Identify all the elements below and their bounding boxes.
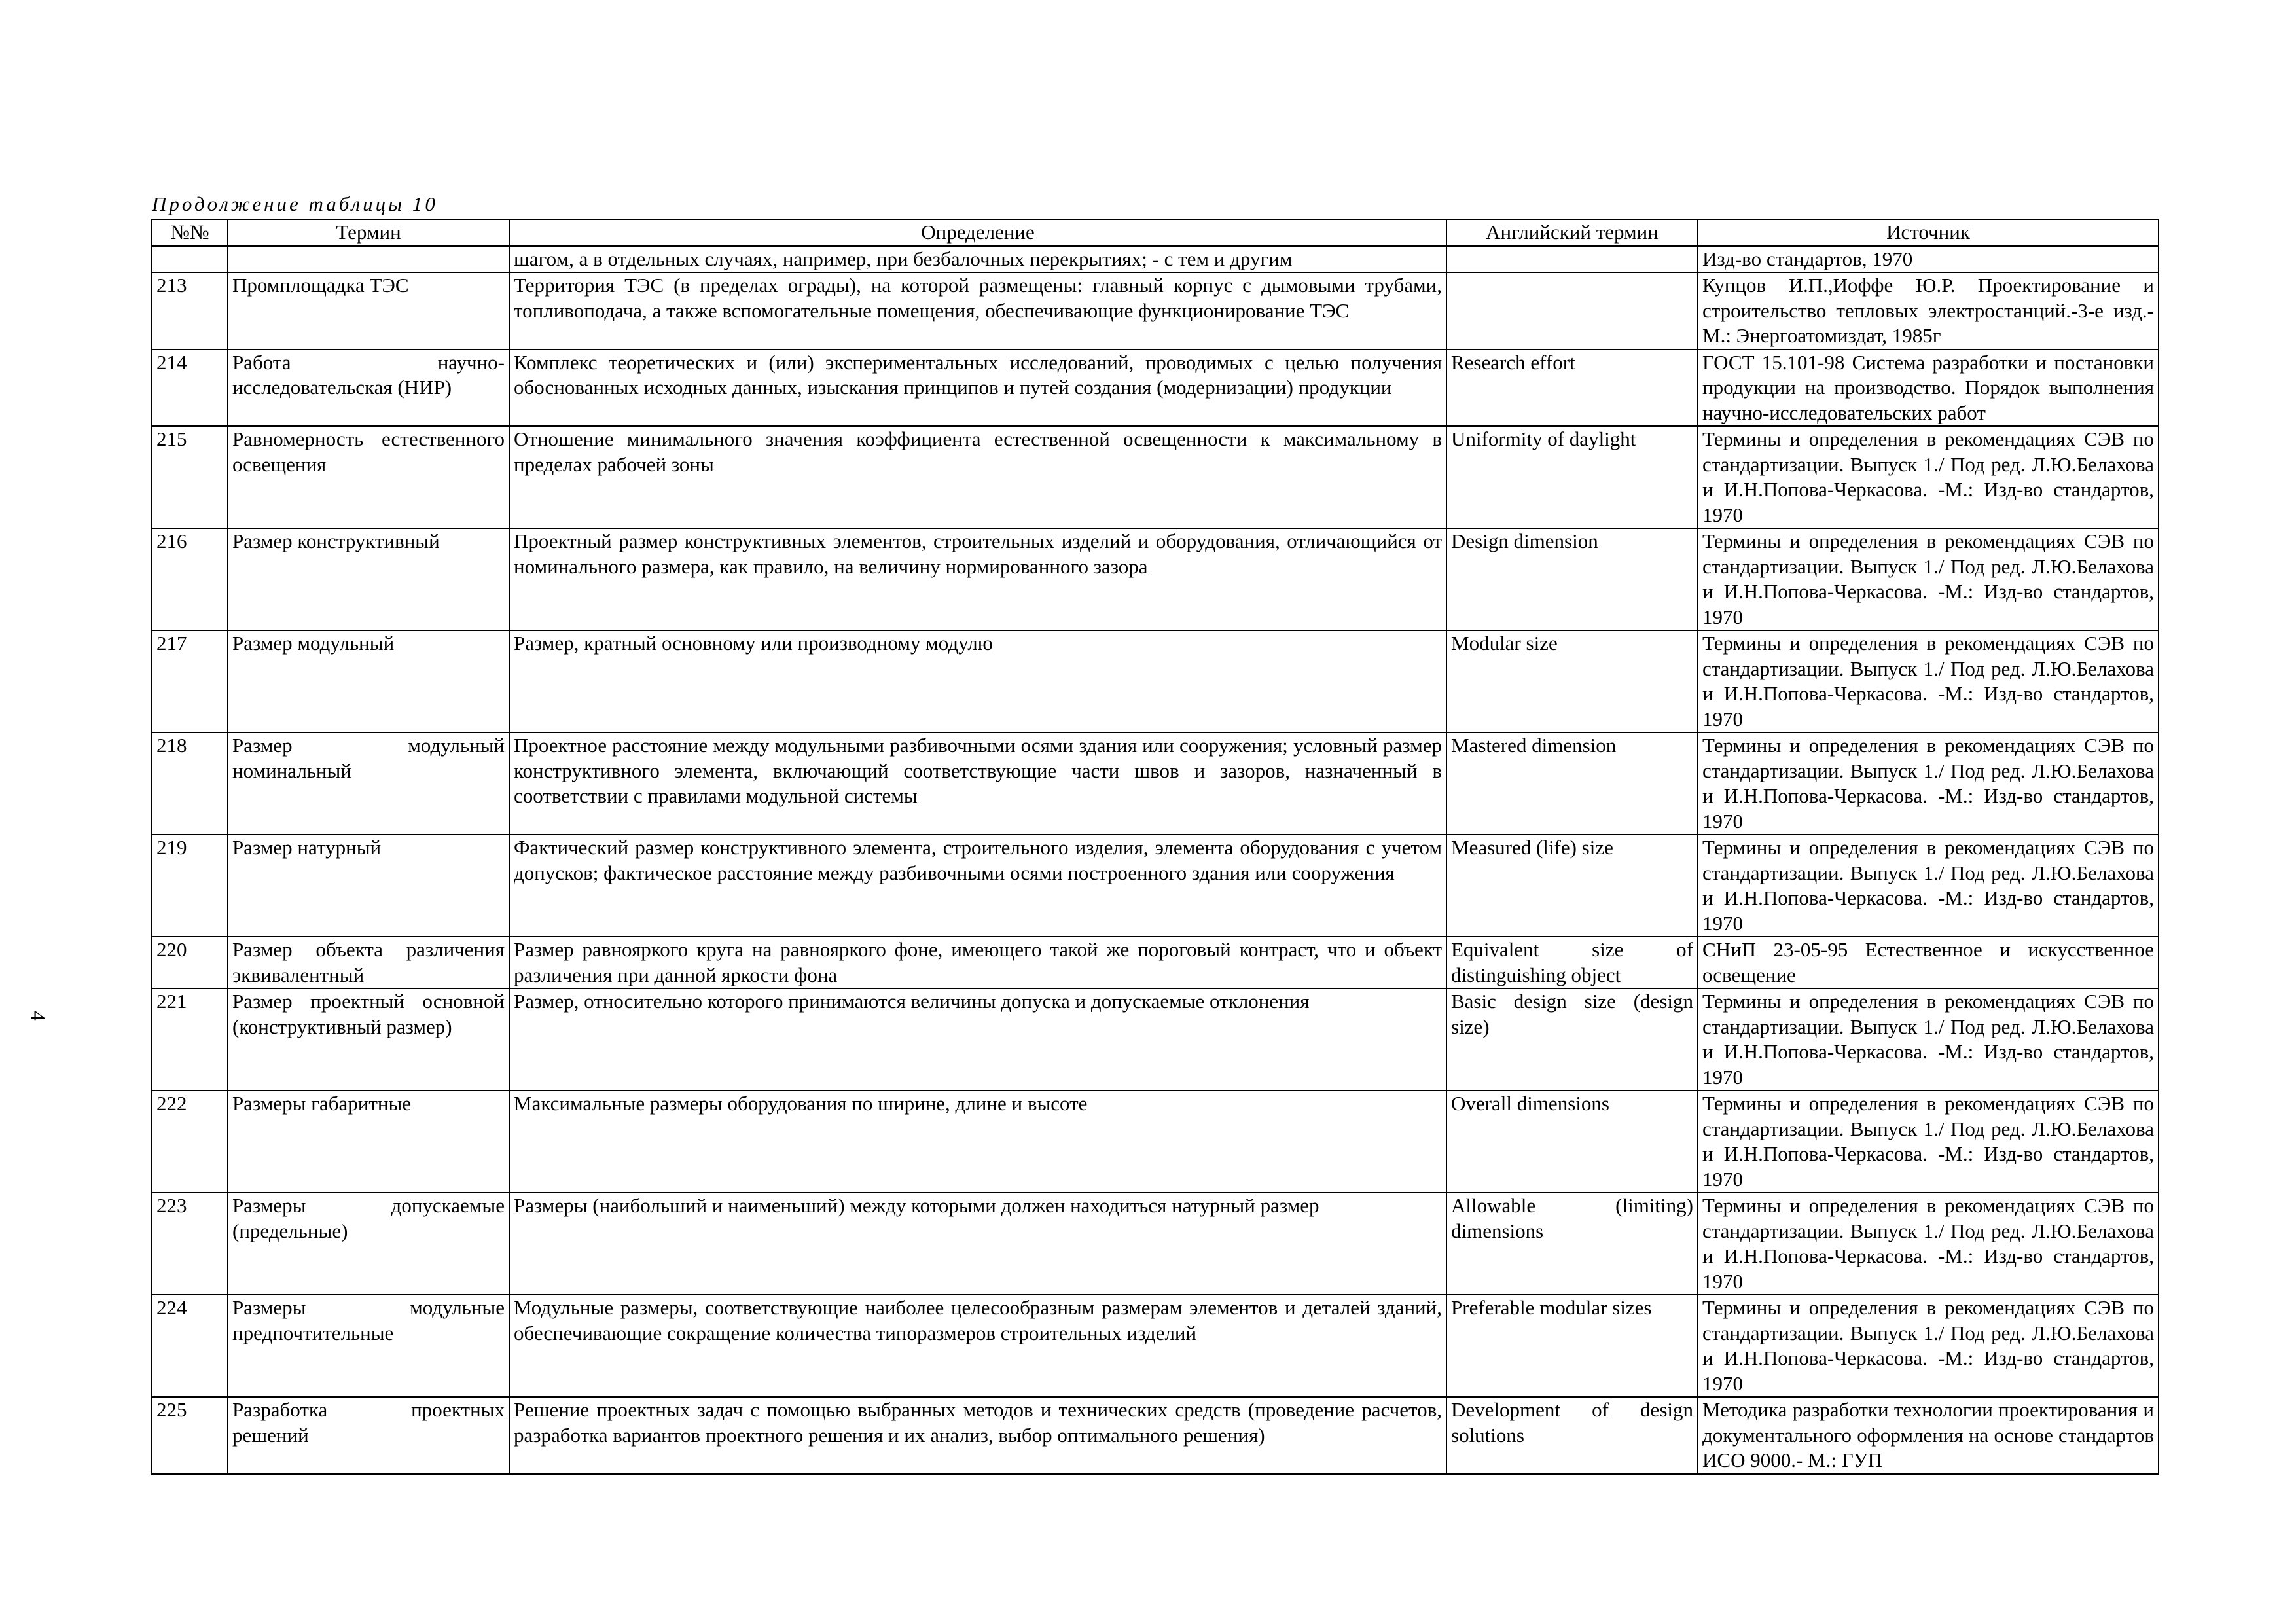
cell-definition: Территория ТЭС (в пределах ограды), на которой размещены: главный корпус с дымовыми трубами, топливоподача, а также вспомогательные помещения, обеспечивающие функционирование ТЭС (509, 272, 1446, 350)
table-row-215 (152, 426, 2159, 528)
cell-definition: Модульные размеры, соответствующие наиболее целесообразным размерам элементов и деталей зданий, обеспечивающие сокращение количества типоразмеров строительных изделий (509, 1295, 1446, 1397)
cell-english-term (1446, 246, 1698, 273)
cell-english-term: Design dimension (1446, 528, 1698, 630)
cell-source: Термины и определения в рекомендациях СЭВ по стандартизации. Выпуск 1./ Под ред. Л.Ю.Белахова и И.Н.Попова-Черкасова. -М.: Изд-во стандартов, 1970 (1698, 1091, 2159, 1193)
cell-definition: Максимальные размеры оборудования по ширине, длине и высоте (509, 1091, 1446, 1193)
table-row-222 (152, 1091, 2159, 1193)
cell-english-term (1446, 272, 1698, 350)
cell-english-term: Research effort (1446, 350, 1698, 427)
cell-number: 218 (152, 732, 228, 835)
cell-definition: Фактический размер конструктивного элемента, строительного изделия, элемента оборудования с учетом допусков; фактическое расстояние между разбивочными осями построенного здания или сооружения (509, 835, 1446, 937)
cell-term (228, 246, 509, 273)
table-row-217 (152, 630, 2159, 732)
table-row-219 (152, 835, 2159, 937)
cell-term: Промплощадка ТЭС (228, 272, 509, 350)
cell-english-term: Overall dimensions (1446, 1091, 1698, 1193)
column-header-term: Термин (228, 219, 509, 246)
cell-number: 224 (152, 1295, 228, 1397)
cell-term: Разработка проектных решений (228, 1397, 509, 1474)
table-row-225 (152, 1397, 2159, 1474)
table-row-214 (152, 350, 2159, 427)
cell-term: Размер натурный (228, 835, 509, 937)
cell-definition: Проектный размер конструктивных элементов, строительных изделий и оборудования, отличающийся от номинального размера, как правило, на величину нормированного зазора (509, 528, 1446, 630)
cell-english-term: Measured (life) size (1446, 835, 1698, 937)
column-header-source: Источник (1698, 219, 2159, 246)
cell-number: 216 (152, 528, 228, 630)
cell-source: Термины и определения в рекомендациях СЭВ по стандартизации. Выпуск 1./ Под ред. Л.Ю.Белахова и И.Н.Попова-Черкасова. -М.: Изд-во стандартов, 1970 (1698, 835, 2159, 937)
table-row-218 (152, 732, 2159, 835)
column-header-definition: Определение (509, 219, 1446, 246)
cell-term: Равномерность естественного освещения (228, 426, 509, 528)
cell-english-term: Allowable (limiting) dimensions (1446, 1193, 1698, 1295)
cell-definition: Размер, кратный основному или производному модулю (509, 630, 1446, 732)
cell-source: СНиП 23-05-95 Естественное и искусственное освещение (1698, 937, 2159, 988)
table-body (152, 246, 2159, 1474)
cell-term: Размеры модульные предпочтительные (228, 1295, 509, 1397)
cell-source: ГОСТ 15.101-98 Система разработки и постановки продукции на производство. Порядок выполнения научно-исследовательских работ (1698, 350, 2159, 427)
cell-number: 225 (152, 1397, 228, 1474)
cell-term: Размер конструктивный (228, 528, 509, 630)
cell-number: 221 (152, 988, 228, 1091)
cell-number: 217 (152, 630, 228, 732)
cell-number: 220 (152, 937, 228, 988)
cell-source: Термины и определения в рекомендациях СЭВ по стандартизации. Выпуск 1./ Под ред. Л.Ю.Белахова и И.Н.Попова-Черкасова. -М.: Изд-во стандартов, 1970 (1698, 528, 2159, 630)
cell-source: Методика разработки технологии проектирования и документального оформления на основе стандартов ИСО 9000.- М.: ГУП (1698, 1397, 2159, 1474)
cell-source: Купцов И.П.,Иоффе Ю.Р. Проектирование и строительство тепловых электростанций.-3-е изд.-М.: Энергоатомиздат, 1985г (1698, 272, 2159, 350)
cell-number (152, 246, 228, 273)
cell-number: 213 (152, 272, 228, 350)
cell-number: 214 (152, 350, 228, 427)
cell-english-term: Modular size (1446, 630, 1698, 732)
cell-number: 219 (152, 835, 228, 937)
cell-source: Термины и определения в рекомендациях СЭВ по стандартизации. Выпуск 1./ Под ред. Л.Ю.Белахова и И.Н.Попова-Черкасова. -М.: Изд-во стандартов, 1970 (1698, 1193, 2159, 1295)
page-number: 4 (27, 1011, 50, 1021)
terms-table (151, 219, 2159, 1475)
cell-source: Термины и определения в рекомендациях СЭВ по стандартизации. Выпуск 1./ Под ред. Л.Ю.Белахова и И.Н.Попова-Черкасова. -М.: Изд-во стандартов, 1970 (1698, 988, 2159, 1091)
cell-english-term: Uniformity of daylight (1446, 426, 1698, 528)
cell-number: 223 (152, 1193, 228, 1295)
cell-term: Размер объекта различения эквивалентный (228, 937, 509, 988)
table-row-216 (152, 528, 2159, 630)
cell-term: Размеры габаритные (228, 1091, 509, 1193)
cell-english-term: Development of design solutions (1446, 1397, 1698, 1474)
cell-definition: Размеры (наибольший и наименьший) между которыми должен находиться натурный размер (509, 1193, 1446, 1295)
table-row-221 (152, 988, 2159, 1091)
cell-english-term: Basic design size (design size) (1446, 988, 1698, 1091)
table-row-220 (152, 937, 2159, 988)
cell-source: Термины и определения в рекомендациях СЭВ по стандартизации. Выпуск 1./ Под ред. Л.Ю.Белахова и И.Н.Попова-Черкасова. -М.: Изд-во стандартов, 1970 (1698, 426, 2159, 528)
header-row (152, 219, 2159, 246)
cell-number: 222 (152, 1091, 228, 1193)
cell-definition: Комплекс теоретических и (или) экспериментальных исследований, проводимых с целью получения обоснованных исходных данных, изыскания принципов и путей создания (модернизации) продукции (509, 350, 1446, 427)
table-caption: Продолжение таблицы 10 (152, 192, 438, 215)
cell-source: Термины и определения в рекомендациях СЭВ по стандартизации. Выпуск 1./ Под ред. Л.Ю.Белахова и И.Н.Попова-Черкасова. -М.: Изд-во стандартов, 1970 (1698, 1295, 2159, 1397)
table-row-continued (152, 246, 2159, 273)
table-header (152, 219, 2159, 246)
cell-definition: Решение проектных задач с помощью выбранных методов и технических средств (проведение расчетов, разработка вариантов проектного решения и их анализ, выбор оптимального решения) (509, 1397, 1446, 1474)
cell-english-term: Preferable modular sizes (1446, 1295, 1698, 1397)
cell-definition: Проектное расстояние между модульными разбивочными осями здания или сооружения; условный размер конструктивного элемента, включающий соответствующие части швов и зазоров, назначенный в соответствии с правилами модульной системы (509, 732, 1446, 835)
cell-definition: Размер, относительно которого принимаются величины допуска и допускаемые отклонения (509, 988, 1446, 1091)
cell-english-term: Mastered dimension (1446, 732, 1698, 835)
column-header-number: №№ (152, 219, 228, 246)
cell-definition: Размер равнояркого круга на равнояркого фоне, имеющего такой же пороговый контраст, что и объект различения при данной яркости фона (509, 937, 1446, 988)
cell-term: Размер модульный (228, 630, 509, 732)
cell-term: Размер проектный основной (конструктивный размер) (228, 988, 509, 1091)
cell-source: Термины и определения в рекомендациях СЭВ по стандартизации. Выпуск 1./ Под ред. Л.Ю.Белахова и И.Н.Попова-Черкасова. -М.: Изд-во стандартов, 1970 (1698, 630, 2159, 732)
cell-source: Изд-во стандартов, 1970 (1698, 246, 2159, 273)
cell-number: 215 (152, 426, 228, 528)
cell-term: Размеры допускаемые (предельные) (228, 1193, 509, 1295)
table-row-224 (152, 1295, 2159, 1397)
cell-english-term: Equivalent size of distinguishing object (1446, 937, 1698, 988)
cell-term: Размер модульный номинальный (228, 732, 509, 835)
column-header-english-term: Английский термин (1446, 219, 1698, 246)
cell-definition: шагом, а в отдельных случаях, например, при безбалочных перекрытиях; - с тем и другим (509, 246, 1446, 273)
cell-term: Работа научно-исследовательская (НИР) (228, 350, 509, 427)
table-row-213 (152, 272, 2159, 350)
table-row-223 (152, 1193, 2159, 1295)
cell-source: Термины и определения в рекомендациях СЭВ по стандартизации. Выпуск 1./ Под ред. Л.Ю.Белахова и И.Н.Попова-Черкасова. -М.: Изд-во стандартов, 1970 (1698, 732, 2159, 835)
cell-definition: Отношение минимального значения коэффициента естественной освещенности к максимальному в пределах рабочей зоны (509, 426, 1446, 528)
